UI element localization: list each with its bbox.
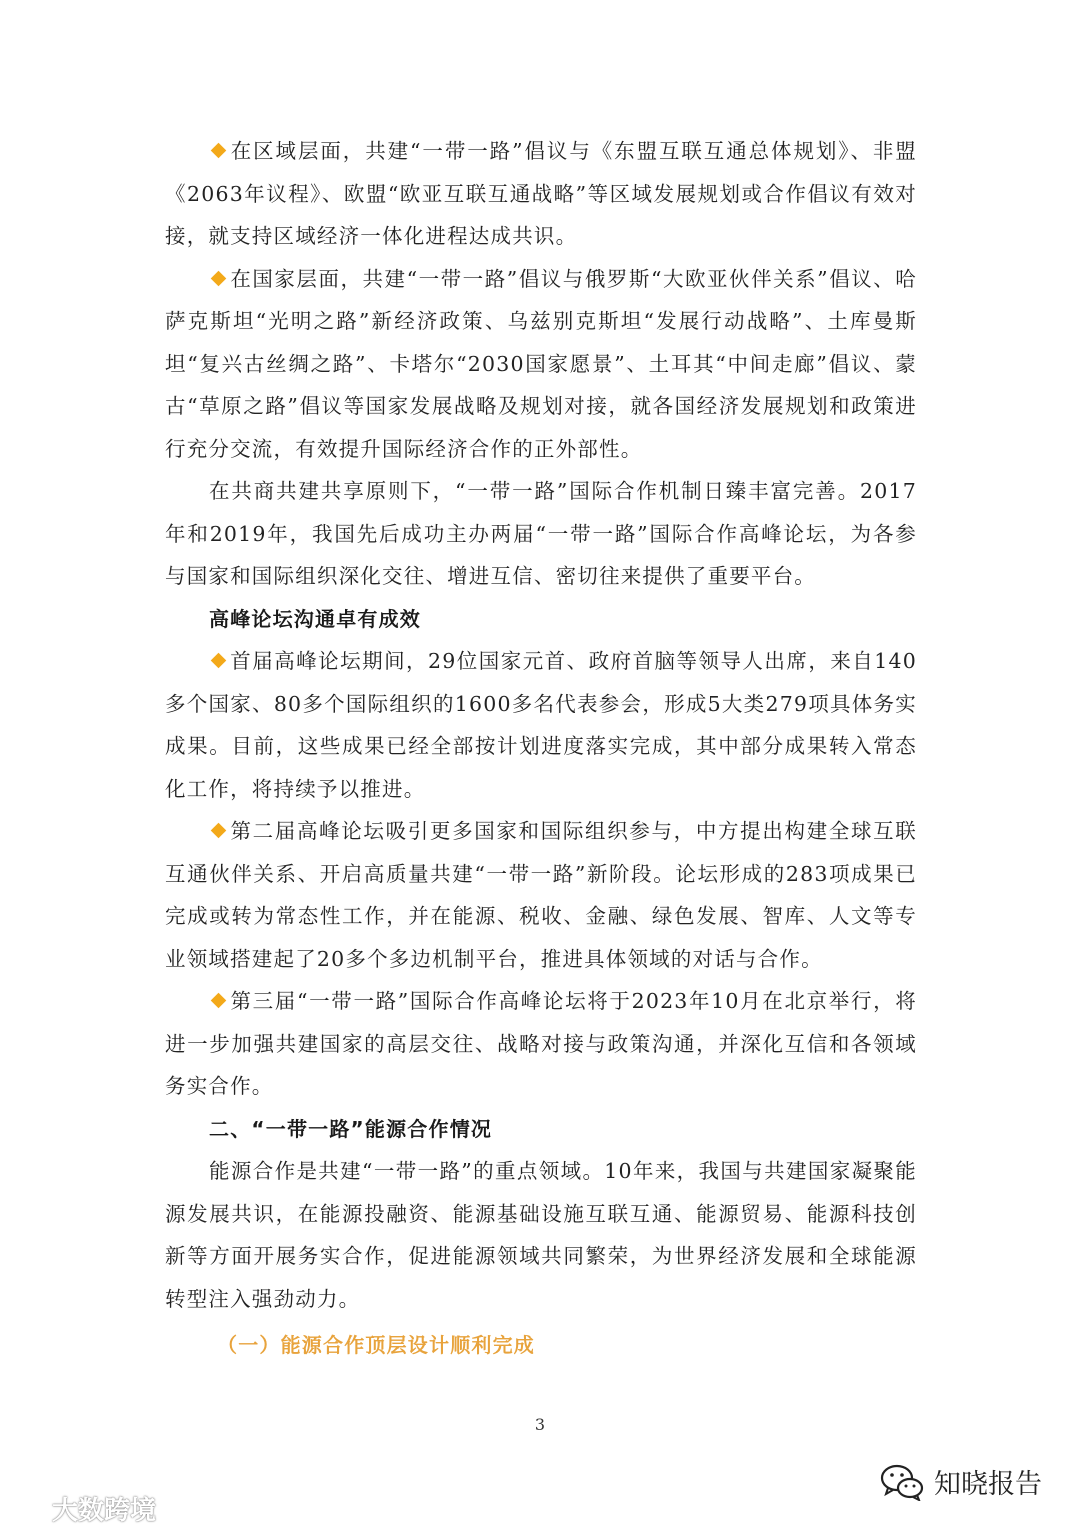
diamond-bullet-icon [211, 823, 227, 839]
paragraph-third-forum [165, 980, 917, 1108]
paragraph-text: 在区域层面，共建“一带一路”倡议与《东盟互联互通总体规划》、非盟《2063年议程》、欧盟“欧亚互联互通战略”等区域发展规划或合作倡议有效对接，就支持区域经济一体化进程达成共识。 [165, 139, 917, 248]
wechat-logo-icon [880, 1463, 924, 1501]
diamond-bullet-icon [211, 270, 227, 286]
paragraph-text: 第二届高峰论坛吸引更多国家和国际组织参与，中方提出构建全球互联互通伙伴关系、开启高质量共建“一带一路”新阶段。论坛形成的283项成果已完成或转为常态性工作，并在能源、税收、金融、绿色发展、智库、人文等专业领域搭建起了20多个多边机制平台，推进具体领域的对话与合作。 [165, 819, 917, 971]
paragraph-energy-cooperation: 能源合作是共建“一带一路”的重点领域。10年来，我国与共建国家凝聚能源发展共识，在能源投融资、能源基础设施互联互通、能源贸易、能源科技创新等方面开展务实合作，促进能源领域共同繁荣，为世界经济发展和全球能源转型注入强劲动力。 [165, 1159, 917, 1311]
paragraph-text: 第三届“一带一路”国际合作高峰论坛将于2023年10月在北京举行，将进一步加强共建国家的高层交往、战略对接与政策沟通，并深化互信和各领域务实合作。 [165, 989, 917, 1098]
page-number: 3 [534, 1415, 546, 1434]
subsection-heading-top-level-design: （一）能源合作顶层设计顺利完成 [217, 1333, 535, 1357]
watermark-right-text: 知晓报告 [934, 1469, 1042, 1500]
diamond-bullet-icon [211, 653, 227, 669]
weibo-logo-icon [10, 1498, 46, 1520]
paragraph-first-forum [165, 640, 917, 810]
watermark-left-text: 大数跨境 [52, 1496, 157, 1526]
paragraph-text: 首届高峰论坛期间，29位国家元首、政府首脑等领导人出席，来自140多个国家、80多个国际组织的1600多名代表参会，形成5大类279项具体务实成果。目前，这些成果已经全部按计划进度落实完成，其中部分成果转入常态化工作，将持续予以推进。 [165, 649, 917, 801]
section-heading-forum: 高峰论坛沟通卓有成效 [209, 606, 421, 631]
section-heading-energy: 二、“一带一路”能源合作情况 [209, 1116, 493, 1141]
paragraph-regional-level [165, 130, 917, 258]
paragraph-national-level [165, 258, 917, 471]
paragraph-cooperation-mechanism: 在共商共建共享原则下，“一带一路”国际合作机制日臻丰富完善。2017年和2019年，我国先后成功主办两届“一带一路”国际合作高峰论坛，为各参与国家和国际组织深化交往、增进互信、密切往来提供了重要平台。 [165, 479, 917, 588]
paragraph-second-forum [165, 810, 917, 980]
watermark-left [10, 1490, 156, 1527]
paragraph-text: 在国家层面，共建“一带一路”倡议与俄罗斯“大欧亚伙伴关系”倡议、哈萨克斯坦“光明之路”新经济政策、乌兹别克斯坦“发展行动战略”、土库曼斯坦“复兴古丝绸之路”、卡塔尔“2030国家愿景”、土耳其“中间走廊”倡议、蒙古“草原之路”倡议等国家发展战略及规划对接，就各国经济发展规划和政策进行充分交流，有效提升国际经济合作的正外部性。 [165, 266, 917, 461]
watermark-right [880, 1462, 1042, 1501]
diamond-bullet-icon [211, 143, 227, 159]
diamond-bullet-icon [211, 993, 227, 1009]
page-body [165, 130, 917, 1367]
